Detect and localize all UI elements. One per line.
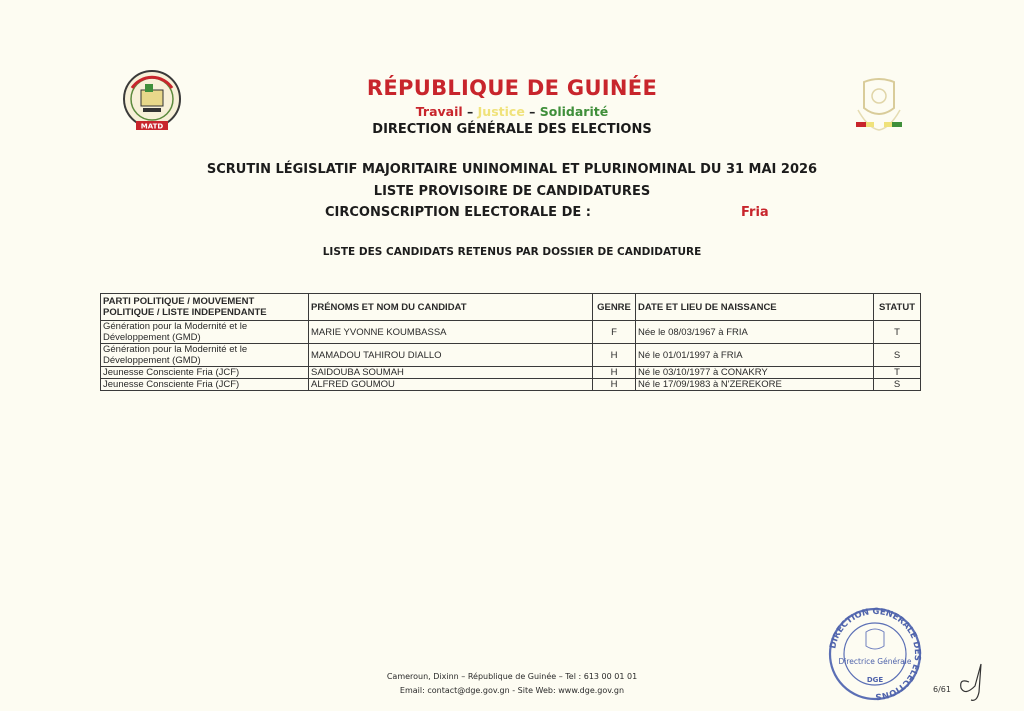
table-subtitle: LISTE DES CANDIDATS RETENUS PAR DOSSIER DE CANDIDATURE [322, 246, 702, 258]
matd-logo-text: MATD [140, 122, 164, 131]
official-stamp [822, 606, 928, 702]
table-row [101, 321, 921, 344]
national-motto [0, 104, 1024, 119]
table-row [101, 379, 921, 391]
institution-title: DIRECTION GÉNÉRALE DES ELECTIONS [372, 122, 652, 137]
cell-gender: H [593, 367, 636, 379]
cell-status: T [874, 321, 921, 344]
stamp-center-text: Directrice Générale [838, 657, 912, 666]
header-party: PARTI POLITIQUE / MOUVEMENT POLITIQUE / LISTE INDEPENDANTE [101, 294, 309, 321]
table-row [101, 367, 921, 379]
table-row [101, 344, 921, 367]
header-gender: GENRE [593, 294, 636, 321]
cell-gender: H [593, 344, 636, 367]
cell-candidate-name: MAMADOU TAHIROU DIALLO [309, 344, 593, 367]
constituency-label: CIRCONSCRIPTION ELECTORALE DE : [325, 205, 591, 220]
motto-word-justice: Justice [477, 104, 525, 119]
cell-candidate-name: ALFRED GOUMOU [309, 379, 593, 391]
cell-birth: Né le 01/01/1997 à FRIA [636, 344, 874, 367]
motto-separator-2: – [529, 104, 536, 119]
cell-status: S [874, 379, 921, 391]
candidates-table [100, 293, 921, 391]
footer-address: Cameroun, Dixinn – République de Guinée – Tel : 613 00 01 01 [386, 672, 638, 681]
motto-word-travail: Travail [415, 104, 463, 119]
signature [955, 662, 995, 704]
republic-title: RÉPUBLIQUE DE GUINÉE [366, 76, 658, 100]
cell-candidate-name: MARIE YVONNE KOUMBASSA [309, 321, 593, 344]
stamp-ring-text: DIRECTION GENERALE DES ELECTIONS [828, 606, 923, 702]
cell-status: T [874, 367, 921, 379]
page-number: 6/61 [933, 685, 951, 694]
cell-birth: Né le 03/10/1977 à CONAKRY [636, 367, 874, 379]
cell-party: Jeunesse Consciente Fria (JCF) [101, 379, 309, 391]
cell-birth: Née le 08/03/1967 à FRIA [636, 321, 874, 344]
cell-party: Génération pour la Modernité et le Développement (GMD) [101, 321, 309, 344]
cell-status: S [874, 344, 921, 367]
list-title: LISTE PROVISOIRE DE CANDIDATURES [373, 184, 651, 199]
cell-gender: F [593, 321, 636, 344]
motto-word-solidarite: Solidarité [539, 104, 609, 119]
constituency-value: Fria [741, 205, 769, 220]
header-status: STATUT [874, 294, 921, 321]
cell-candidate-name: SAIDOUBA SOUMAH [309, 367, 593, 379]
header-birth: DATE ET LIEU DE NAISSANCE [636, 294, 874, 321]
table-header-row [101, 294, 921, 321]
footer-contact: Email: contact@dge.gov.gn - Site Web: www.dge.gov.gn [399, 686, 625, 695]
motto-separator-1: – [467, 104, 474, 119]
election-title: SCRUTIN LÉGISLATIF MAJORITAIRE UNINOMINAL ET PLURINOMINAL DU 31 MAI 2026 [206, 162, 818, 177]
cell-gender: H [593, 379, 636, 391]
stamp-bottom-text: DGE [866, 676, 884, 684]
cell-birth: Né le 17/09/1983 à N'ZEREKORE [636, 379, 874, 391]
cell-party: Génération pour la Modernité et le Développement (GMD) [101, 344, 309, 367]
cell-party: Jeunesse Consciente Fria (JCF) [101, 367, 309, 379]
header-candidate-name: PRÉNOMS ET NOM DU CANDIDAT [309, 294, 593, 321]
